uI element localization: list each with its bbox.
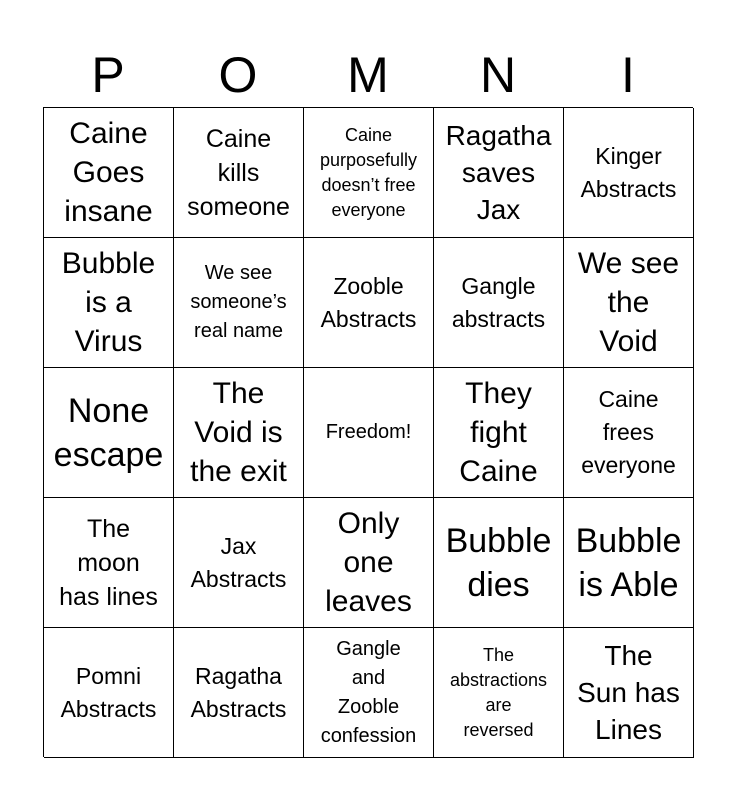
bingo-cell-text: The Sun has Lines — [577, 640, 680, 745]
bingo-cell[interactable] — [434, 368, 564, 498]
bingo-cell-text: Caine kills someone — [187, 124, 290, 221]
bingo-cell-text: We see someone’s real name — [190, 262, 287, 342]
bingo-cell-text: None escape — [53, 391, 164, 474]
bingo-cell[interactable] — [304, 368, 434, 498]
bingo-cell[interactable] — [564, 108, 694, 238]
header-letter-m: M — [347, 47, 389, 103]
bingo-cell-text: The abstractions are reversed — [449, 644, 548, 740]
bingo-cell[interactable] — [304, 108, 434, 238]
bingo-cell[interactable] — [304, 628, 434, 758]
bingo-cell-text: They fight Caine — [459, 377, 538, 488]
bingo-cell-text: Gangle abstracts — [451, 272, 546, 332]
bingo-header — [43, 42, 693, 108]
bingo-cell[interactable] — [174, 238, 304, 368]
bingo-cell-text: Freedom! — [325, 421, 412, 443]
bingo-cell[interactable] — [44, 368, 174, 498]
bingo-cell-text: We see the Void — [577, 247, 680, 358]
bingo-cell-text: The moon has lines — [59, 514, 158, 611]
bingo-board — [43, 107, 693, 757]
bingo-cell[interactable] — [434, 238, 564, 368]
bingo-cell[interactable] — [44, 108, 174, 238]
bingo-cell-text: Caine Goes insane — [64, 117, 153, 228]
bingo-cell-text: Pomni Abstracts — [60, 662, 157, 722]
bingo-cell[interactable] — [174, 628, 304, 758]
bingo-cell[interactable] — [564, 628, 694, 758]
bingo-cell[interactable] — [434, 628, 564, 758]
bingo-cell-text: The Void is the exit — [190, 377, 287, 488]
bingo-cell[interactable] — [44, 498, 174, 628]
bingo-cell[interactable] — [564, 238, 694, 368]
bingo-cell[interactable] — [44, 628, 174, 758]
bingo-cell-text: Bubble dies — [445, 521, 552, 604]
bingo-cell-text: Only one leaves — [325, 507, 412, 618]
bingo-cell[interactable] — [434, 498, 564, 628]
bingo-cell-text: Ragatha saves Jax — [445, 120, 552, 225]
bingo-cell-text: Bubble is Able — [575, 521, 682, 604]
bingo-cell-text: Bubble is a Virus — [61, 247, 156, 358]
header-letter-i: I — [621, 47, 635, 103]
bingo-cell[interactable] — [44, 238, 174, 368]
header-letter-o: O — [218, 47, 258, 103]
bingo-cell-text: Caine purposefully doesn’t free everyone — [319, 124, 418, 220]
bingo-cell[interactable] — [564, 498, 694, 628]
header-letter-p: P — [91, 47, 125, 103]
bingo-cell[interactable] — [564, 368, 694, 498]
bingo-cell[interactable] — [174, 108, 304, 238]
bingo-cell[interactable] — [304, 238, 434, 368]
bingo-cell[interactable] — [174, 368, 304, 498]
bingo-cell-text: Ragatha Abstracts — [190, 662, 287, 722]
bingo-cell-text: Gangle and Zooble confession — [320, 637, 417, 747]
bingo-cell[interactable] — [434, 108, 564, 238]
bingo-cell-text: Zooble Abstracts — [320, 272, 417, 332]
bingo-cell-text: Jax Abstracts — [190, 532, 287, 592]
bingo-cell-text: Caine frees everyone — [581, 386, 676, 478]
bingo-cell[interactable] — [174, 498, 304, 628]
header-letter-n: N — [479, 47, 517, 103]
bingo-cell-text: Kinger Abstracts — [580, 142, 677, 202]
bingo-cell[interactable] — [304, 498, 434, 628]
